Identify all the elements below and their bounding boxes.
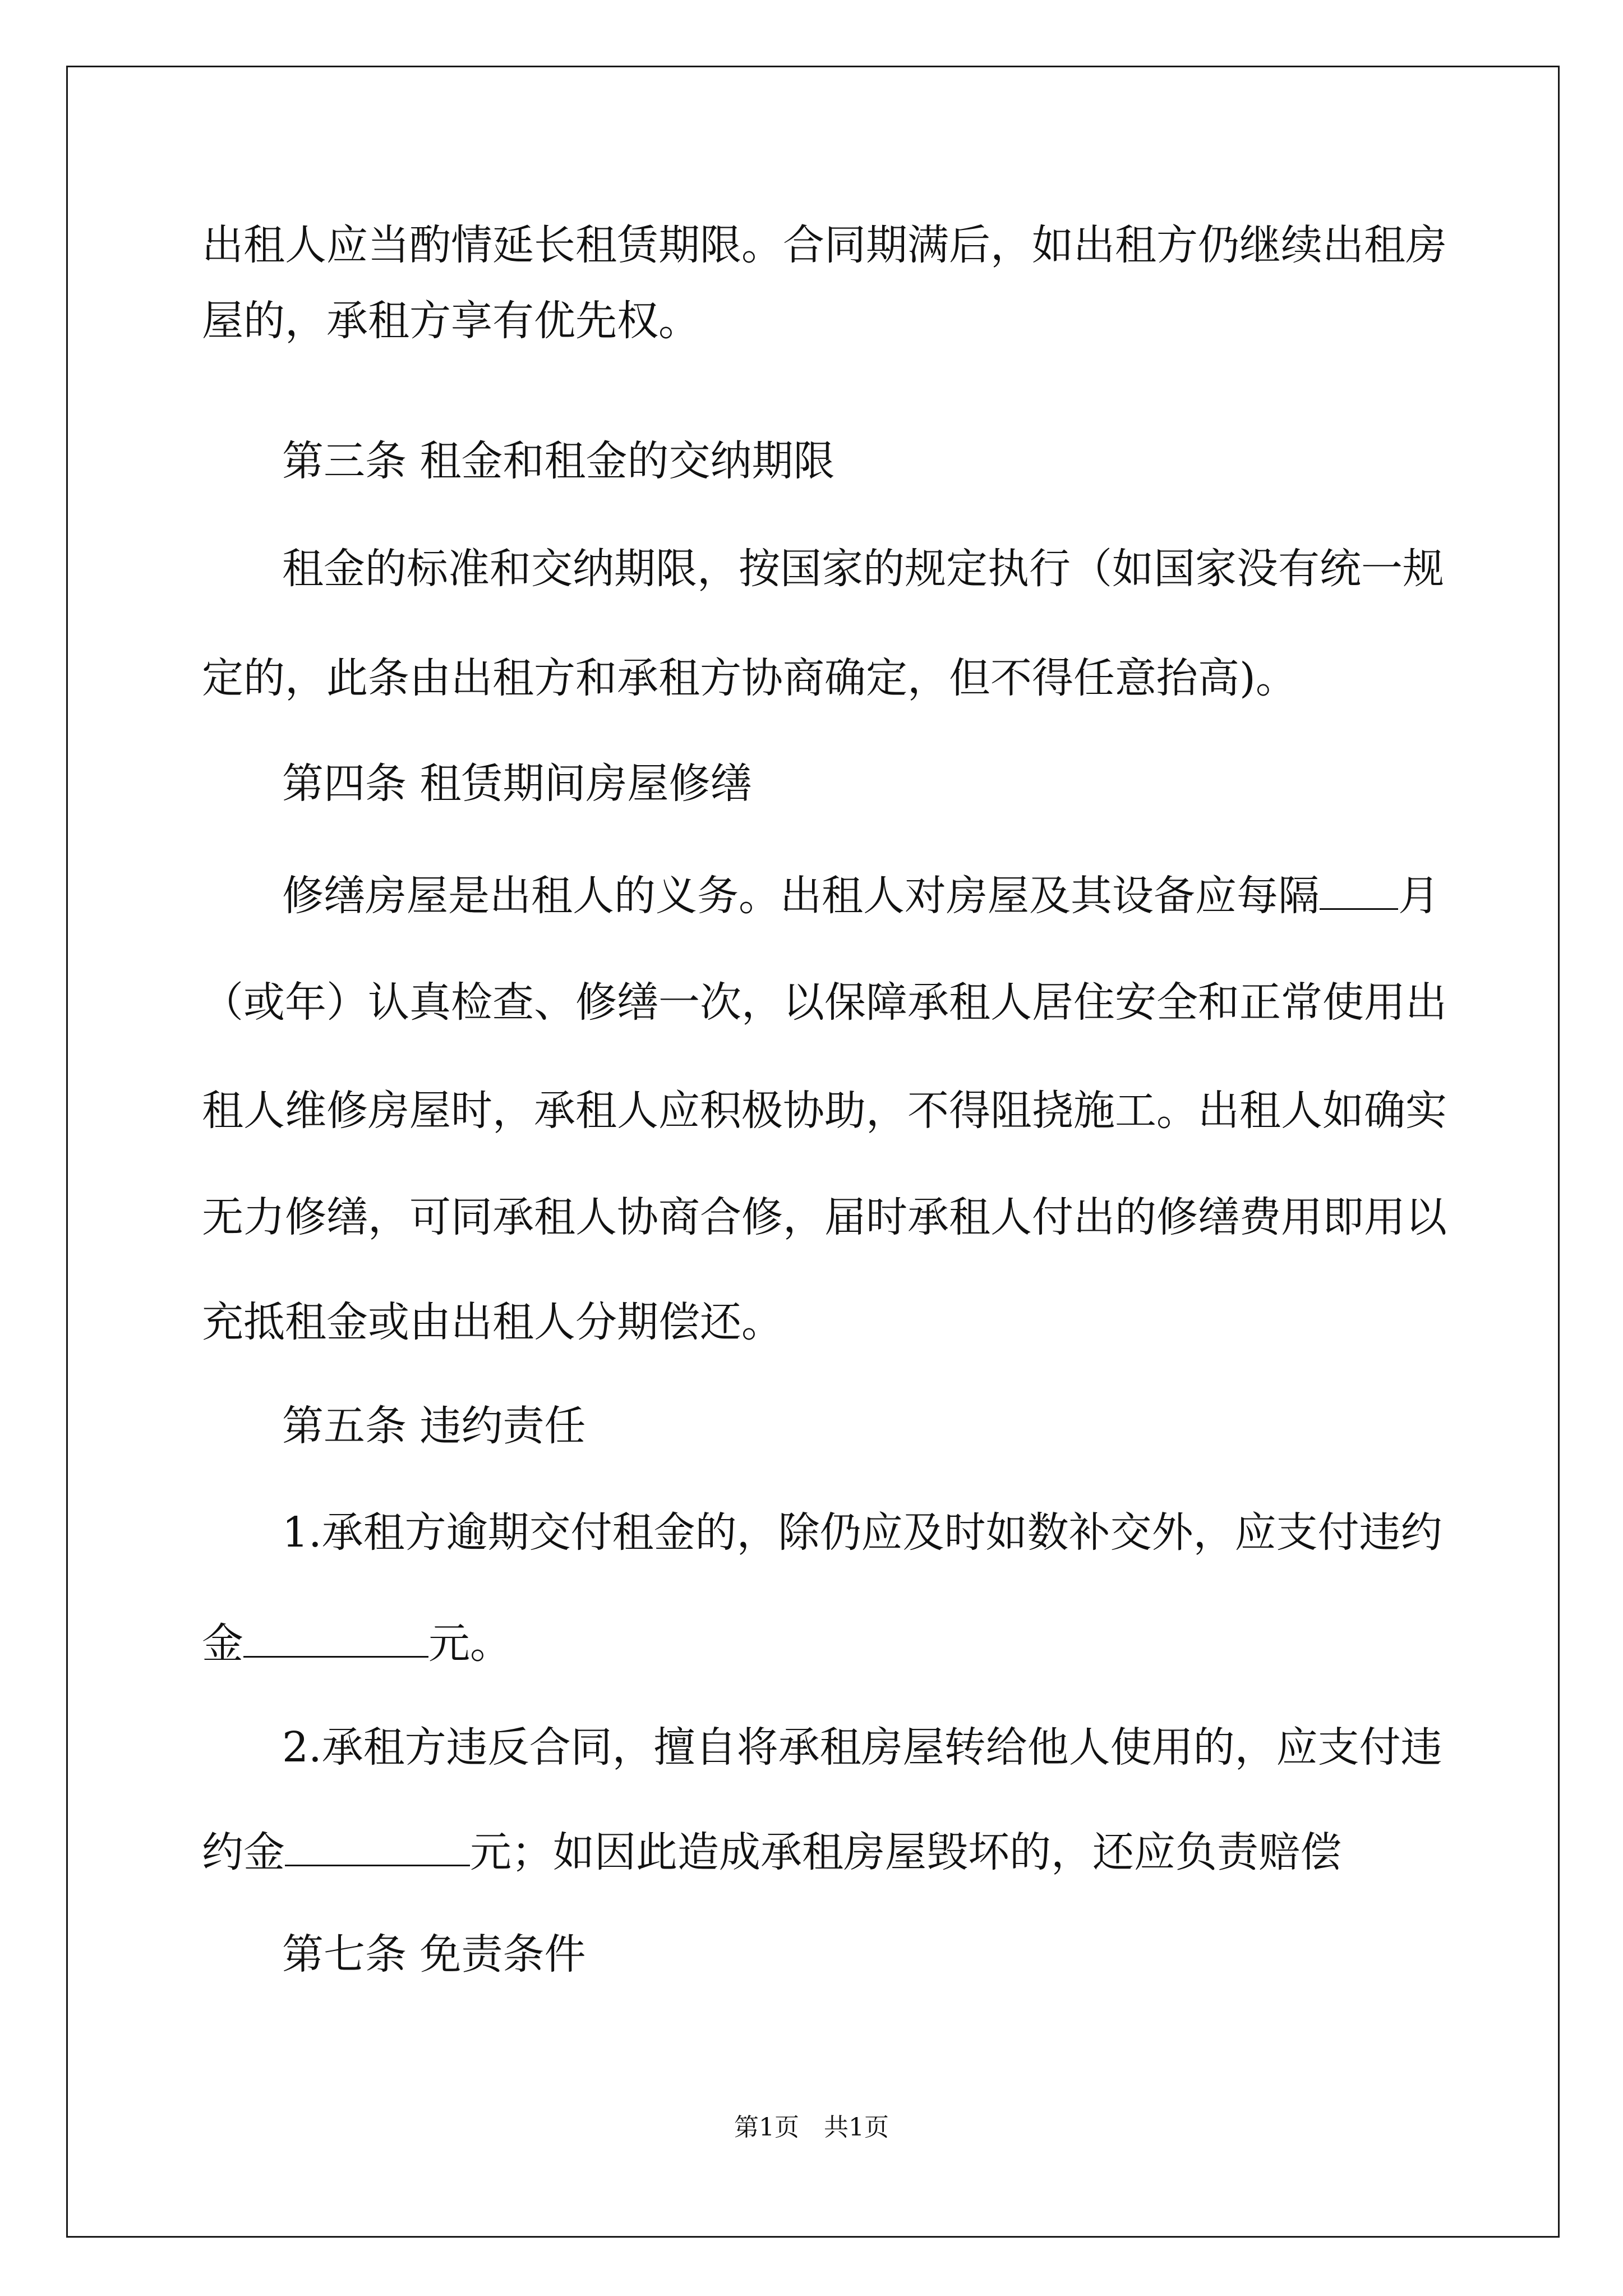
body-line — [202, 1828, 1436, 1876]
body-text: 月 — [1398, 872, 1440, 920]
article-heading: 第四条 租赁期间房屋修缮 — [282, 760, 752, 808]
fill-blank — [285, 1829, 470, 1866]
body-line — [282, 872, 1516, 920]
body-text: 金 — [202, 1619, 243, 1668]
body-text: 元。 — [428, 1619, 511, 1668]
body-line: 出租人应当酌情延长租赁期限。合同期满后，如出租方仍继续出租房 — [202, 221, 1447, 269]
fill-blank — [243, 1620, 428, 1658]
body-line: 1.承租方逾期交付租金的，除仍应及时如数补交外，应支付违约 — [282, 1508, 1442, 1557]
body-line: 充抵租金或由出租人分期偿还。 — [202, 1298, 783, 1346]
body-line: 租人维修房屋时，承租人应积极协助，不得阻挠施工。出租人如确实 — [202, 1087, 1447, 1135]
page-footer: 第1页 共1页 — [734, 2113, 889, 2142]
body-line: 租金的标准和交纳期限，按国家的规定执行（如国家没有统一规 — [282, 545, 1444, 593]
body-line: 2.承租方违反合同，擅自将承租房屋转给他人使用的，应支付违 — [282, 1723, 1442, 1772]
article-heading: 第三条 租金和租金的交纳期限 — [282, 437, 835, 485]
body-text: 元；如因此造成承租房屋毁坏的，还应负责赔偿 — [470, 1828, 1341, 1876]
body-line: 屋的，承租方享有优先权。 — [202, 297, 700, 345]
body-line: （或年）认真检查、修缮一次，以保障承租人居住安全和正常使用出 — [202, 978, 1447, 1027]
page-border — [66, 66, 1560, 2238]
body-line: 定的，此条由出租方和承租方协商确定，但不得任意抬高)。 — [202, 654, 1297, 702]
fill-blank — [1320, 872, 1398, 910]
body-line — [202, 1619, 1436, 1668]
body-text: 约金 — [202, 1828, 285, 1876]
article-heading: 第七条 免责条件 — [282, 1930, 586, 1978]
body-line: 无力修缮，可同承租人协商合修，届时承租人付出的修缮费用即用以 — [202, 1193, 1447, 1241]
article-heading: 第五条 违约责任 — [282, 1402, 586, 1450]
body-text: 修缮房屋是出租人的义务。出租人对房屋及其设备应每隔 — [282, 872, 1320, 920]
